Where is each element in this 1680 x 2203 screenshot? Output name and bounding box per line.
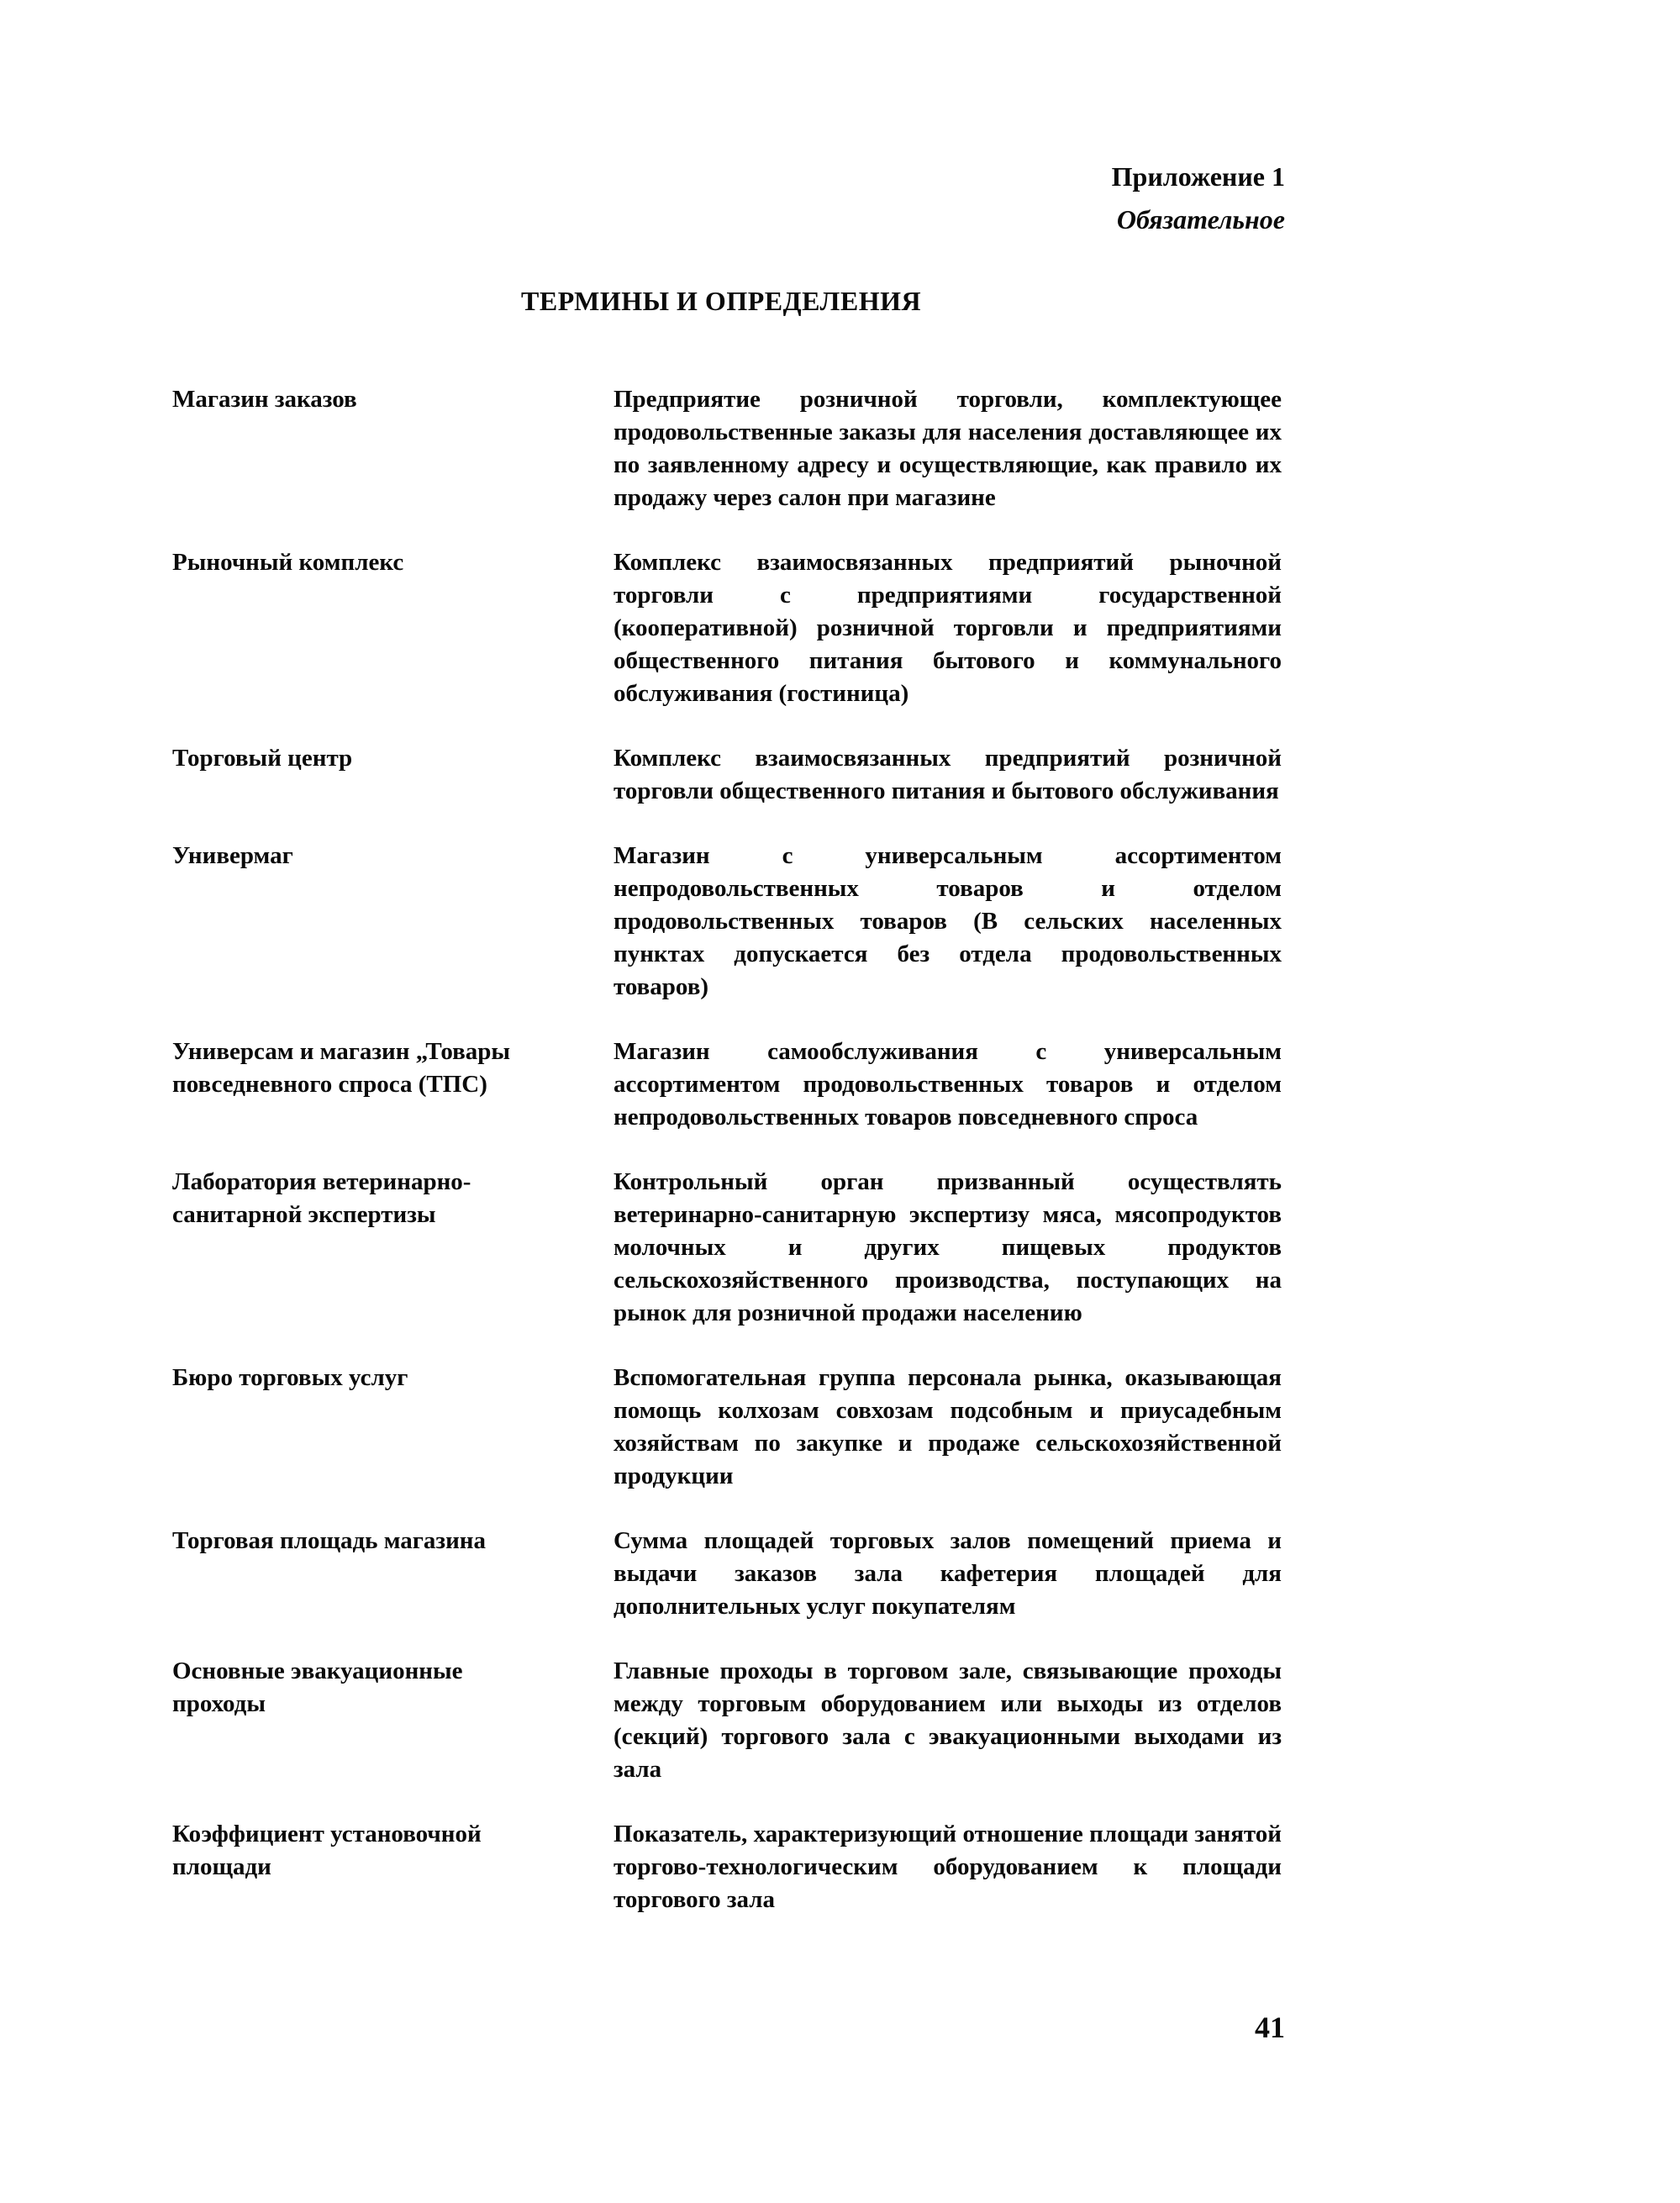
term-row bbox=[172, 1166, 1282, 1330]
term: Основные эвакуационные проходы bbox=[172, 1658, 463, 1717]
definition: Предприятие розничной торговли, комплектующее продовольственные заказы для населения доставляющее их по заявленному адресу и осуществляющие, как правило их продажу через салон при магазине bbox=[614, 386, 1282, 511]
appendix-note: Обязательное bbox=[1116, 204, 1285, 235]
definition: Вспомогательная группа персонала рынка, оказывающая помощь колхозам совхозам подсобным и приусадебным хозяйствам по закупке и продаже сельскохозяйственной продукции bbox=[614, 1364, 1282, 1489]
definition: Магазин самообслуживания с универсальным ассортиментом продовольственных товаров и отделом непродовольственных товаров повседневного спроса bbox=[614, 1038, 1282, 1130]
term: Универсам и магазин „Товары повседневного спроса (ТПС) bbox=[172, 1038, 511, 1098]
term-row bbox=[172, 546, 1282, 710]
term-row bbox=[172, 1655, 1282, 1786]
term: Коэффициент установочной площади bbox=[172, 1821, 482, 1880]
term-row bbox=[172, 742, 1282, 808]
term: Торговая площадь магазина bbox=[172, 1527, 487, 1554]
appendix-label: Приложение 1 bbox=[1111, 161, 1285, 192]
terms-list bbox=[172, 383, 1282, 1948]
term-row bbox=[172, 1525, 1282, 1623]
term: Бюро торговых услуг bbox=[172, 1364, 408, 1391]
term: Магазин заказов bbox=[172, 386, 357, 413]
term-row bbox=[172, 1036, 1282, 1134]
page-number: 41 bbox=[1255, 2011, 1285, 2044]
term: Рыночный комплекс bbox=[172, 549, 404, 576]
definition: Комплекс взаимосвязанных предприятий розничной торговли общественного питания и бытового обслуживания bbox=[614, 745, 1282, 804]
term: Торговый центр bbox=[172, 745, 353, 772]
definition: Сумма площадей торговых залов помещений приема и выдачи заказов зала кафетерия площадей для дополнительных услуг покупателям bbox=[614, 1527, 1282, 1620]
definition: Комплекс взаимосвязанных предприятий рыночной торговли с предприятиями государственной (кооперативной) розничной торговли и предприятиями общественного питания бытового и коммунального обслуживания (гостиница) bbox=[614, 549, 1282, 707]
term-row bbox=[172, 1818, 1282, 1916]
definition: Показатель, характеризующий отношение площади занятой торгово-технологическим оборудованием к площади торгового зала bbox=[614, 1821, 1282, 1913]
page-title: ТЕРМИНЫ И ОПРЕДЕЛЕНИЯ bbox=[521, 286, 922, 316]
term: Универмаг bbox=[172, 842, 293, 869]
term-row bbox=[172, 840, 1282, 1004]
term-row bbox=[172, 383, 1282, 514]
term: Лаборатория ветеринарно-санитарной экспертизы bbox=[172, 1168, 471, 1228]
definition: Контрольный орган призванный осуществлять ветеринарно-санитарную экспертизу мяса, мясопродуктов молочных и других пищевых продуктов сельскохозяйственного производства, поступающих на рынок для розничной продажи населению bbox=[614, 1168, 1282, 1326]
definition: Магазин с универсальным ассортиментом непродовольственных товаров и отделом продовольственных товаров (В сельских населенных пунктах допускается без отдела продовольственных товаров) bbox=[614, 842, 1282, 1000]
term-row bbox=[172, 1362, 1282, 1493]
definition: Главные проходы в торговом зале, связывающие проходы между торговым оборудованием или выходы из отделов (секций) торгового зала с эвакуационными выходами из зала bbox=[614, 1658, 1282, 1783]
